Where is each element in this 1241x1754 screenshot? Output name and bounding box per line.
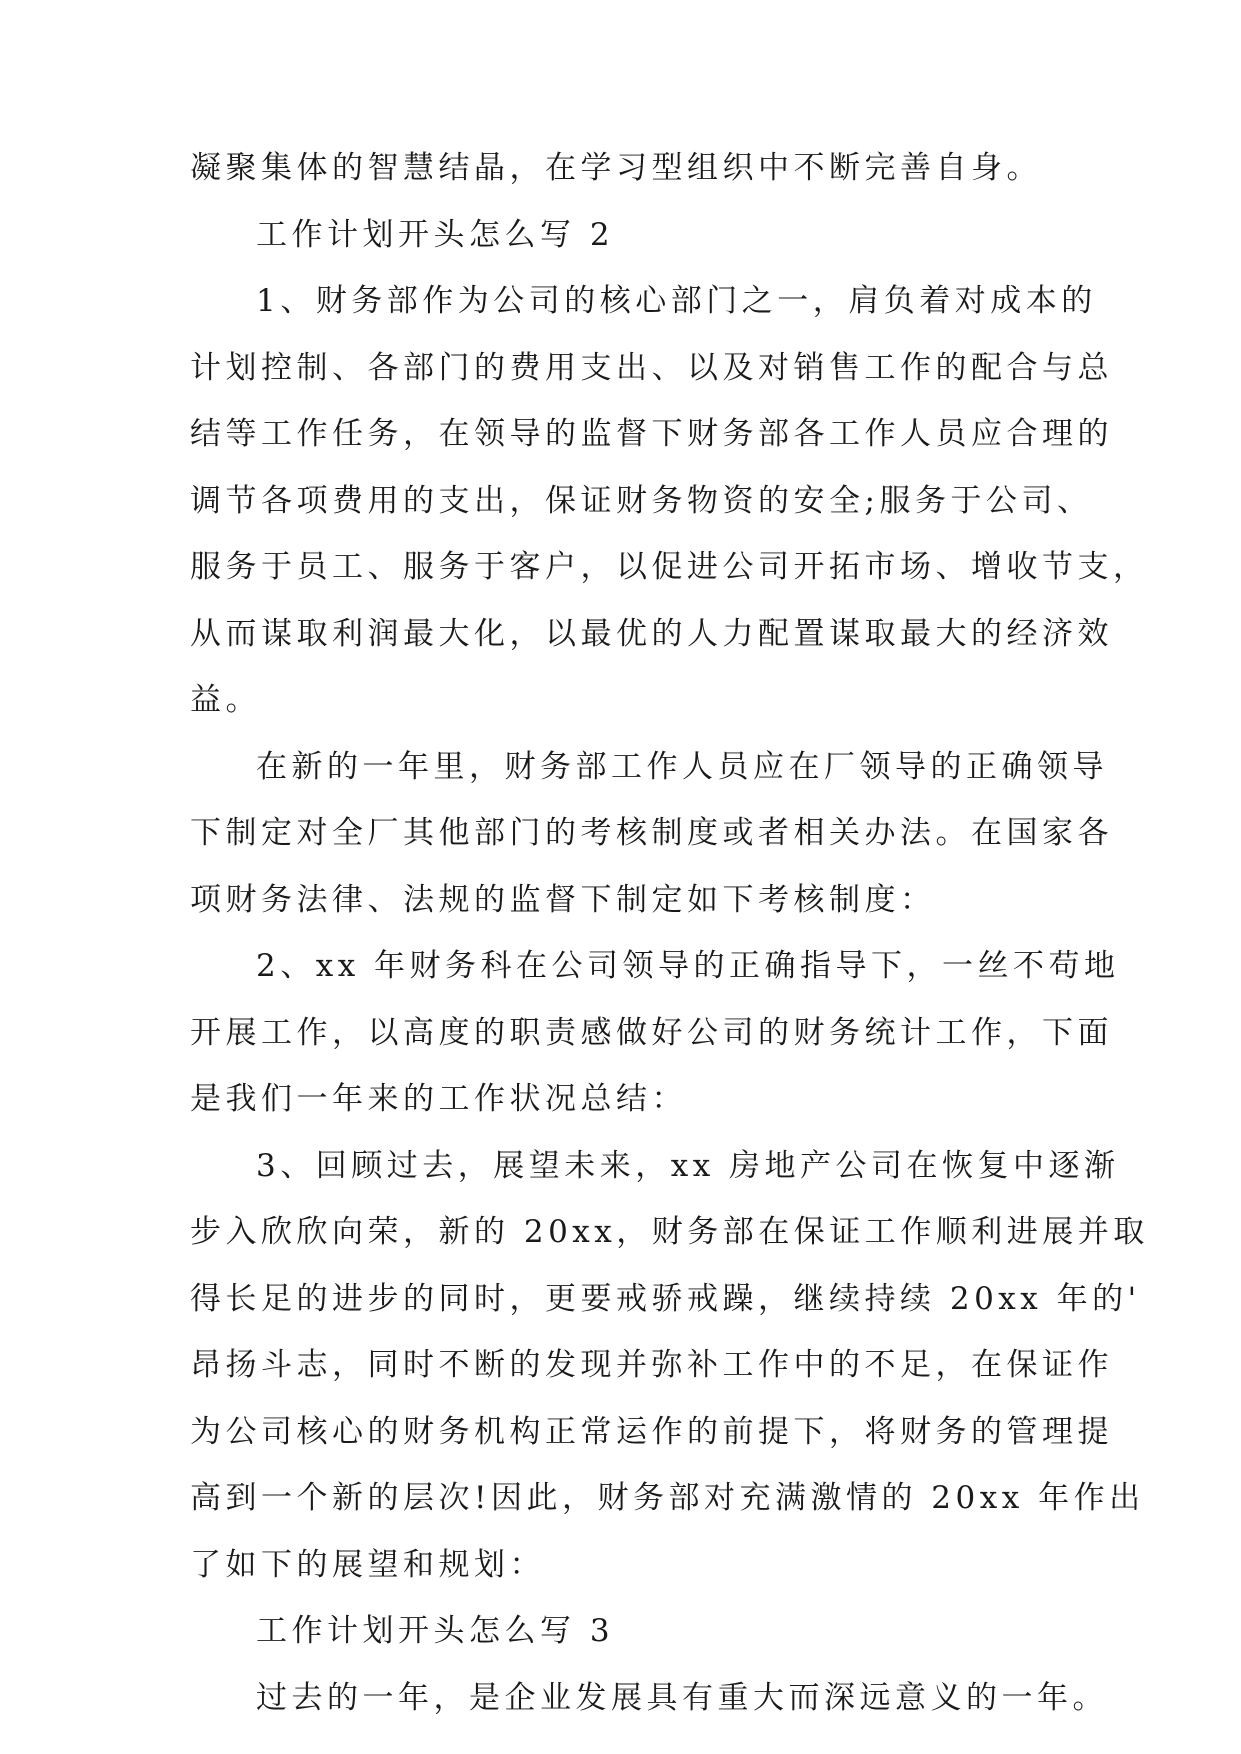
- paragraph-line: 步入欣欣向荣，新的 20xx，财务部在保证工作顺利进展并取: [190, 1214, 1149, 1250]
- section-heading: 工作计划开头怎么写 2: [256, 217, 615, 253]
- paragraph-line: 下制定对全厂其他部门的考核制度或者相关办法。在国家各: [190, 815, 1113, 851]
- paragraph-line: 3、回顾过去，展望未来，xx 房地产公司在恢复中逐渐: [256, 1148, 1120, 1184]
- paragraph-line: 益。: [190, 682, 261, 718]
- paragraph-line: 服务于员工、服务于客户，以促进公司开拓市场、增收节支，: [190, 549, 1149, 585]
- paragraph-line: 调节各项费用的支出，保证财务物资的安全;服务于公司、: [190, 483, 1093, 519]
- paragraph-line: 1、财务部作为公司的核心部门之一，肩负着对成本的: [256, 283, 1097, 319]
- paragraph-line: 高到一个新的层次!因此，财务部对充满激情的 20xx 年作出: [190, 1480, 1145, 1516]
- section-heading: 工作计划开头怎么写 3: [256, 1613, 615, 1649]
- paragraph-line: 结等工作任务，在领导的监督下财务部各工作人员应合理的: [190, 416, 1113, 452]
- paragraph-line: 了如下的展望和规划：: [190, 1547, 545, 1583]
- paragraph-line: 是我们一年来的工作状况总结：: [190, 1081, 687, 1117]
- paragraph-line: 过去的一年，是企业发展具有重大而深远意义的一年。: [256, 1680, 1108, 1716]
- paragraph-line: 开展工作，以高度的职责感做好公司的财务统计工作，下面: [190, 1015, 1113, 1051]
- paragraph-line: 在新的一年里，财务部工作人员应在厂领导的正确领导: [256, 749, 1108, 785]
- paragraph-line: 从而谋取利润最大化，以最优的人力配置谋取最大的经济效: [190, 616, 1113, 652]
- paragraph-line: 计划控制、各部门的费用支出、以及对销售工作的配合与总: [190, 350, 1113, 386]
- paragraph-line: 项财务法律、法规的监督下制定如下考核制度：: [190, 882, 936, 918]
- paragraph-line: 为公司核心的财务机构正常运作的前提下，将财务的管理提: [190, 1414, 1113, 1450]
- paragraph-line: 得长足的进步的同时，更要戒骄戒躁，继续持续 20xx 年的': [190, 1281, 1141, 1317]
- paragraph-line: 昂扬斗志，同时不断的发现并弥补工作中的不足，在保证作: [190, 1347, 1113, 1383]
- paragraph-line: 凝聚集体的智慧结晶，在学习型组织中不断完善自身。: [190, 150, 1042, 186]
- paragraph-line: 2、xx 年财务科在公司领导的正确指导下，一丝不苟地: [256, 948, 1120, 984]
